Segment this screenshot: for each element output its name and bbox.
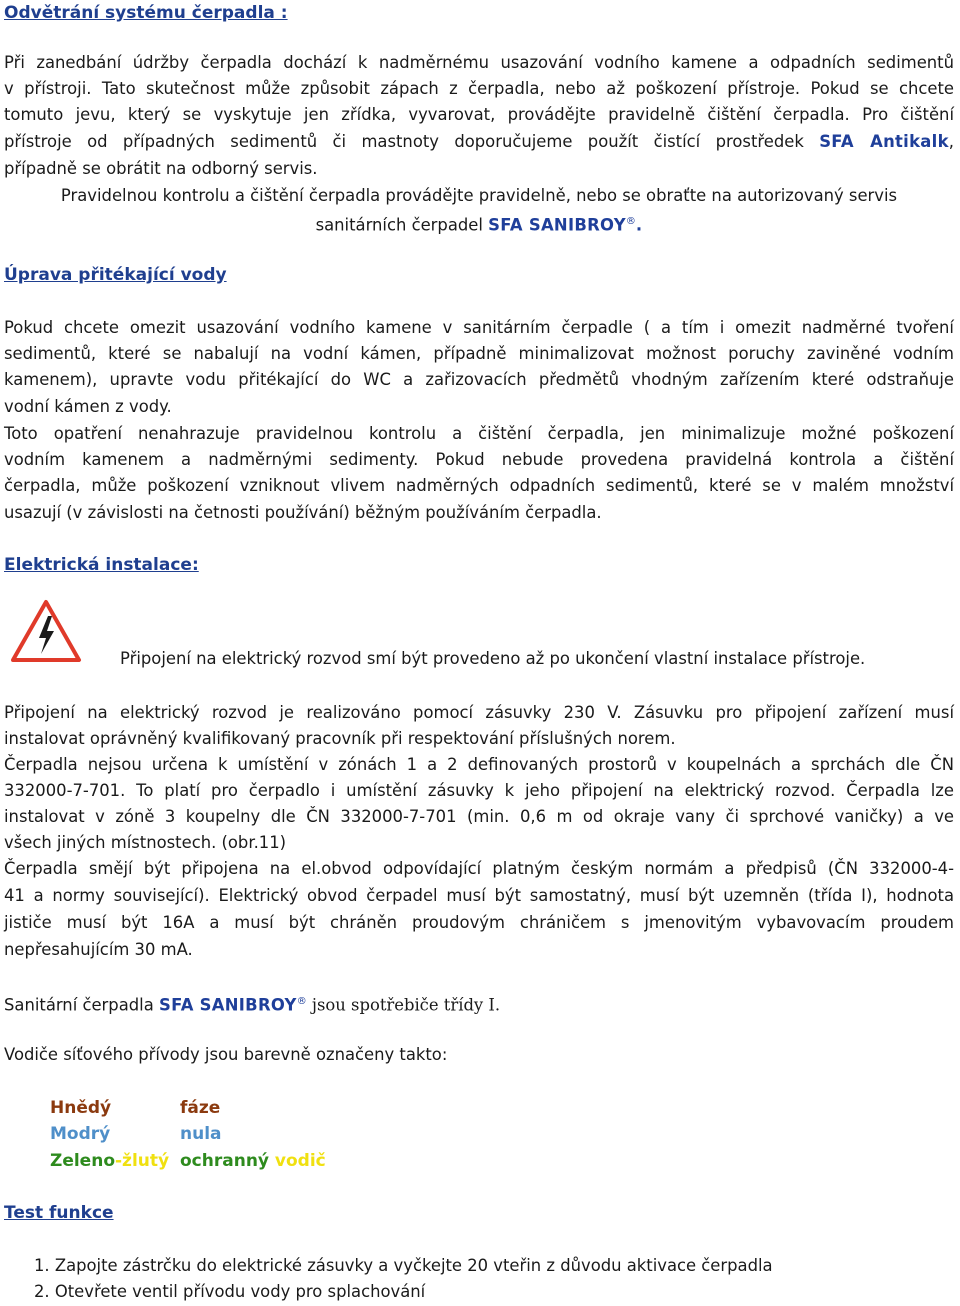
section-heading-water: Úprava přitékající vody xyxy=(4,265,227,285)
list-item: 1. Zapojte zástrčku do elektrické zásuvky a vyčkejte 20 vteřin z důvodu aktivace čerpadla xyxy=(34,1256,773,1275)
electric-hazard-icon xyxy=(10,598,82,664)
registered-mark: ® xyxy=(296,996,307,1007)
brand-sanibroy: SFA SANIBROY xyxy=(488,215,626,235)
section-heading-electrical: Elektrická instalace: xyxy=(4,555,199,575)
paragraph-line: tomuto jevu, který se vyskytuje jen zřídka, vyvarovat, provádějte pravidelně čištění čerpadla. Pro čištění xyxy=(4,105,954,124)
paragraph-line: vodní kámen z vody. xyxy=(4,397,172,416)
paragraph-line xyxy=(4,700,954,726)
paragraph-text: Sanitární čerpadla xyxy=(4,995,154,1015)
paragraph-line: Pokud chcete omezit usazování vodního kamene v sanitárním čerpadle ( a tím i omezit nadměrné tvoření xyxy=(4,318,954,337)
wire-name-part: Zeleno xyxy=(50,1151,115,1171)
wire-name-brown: Hnědý xyxy=(50,1098,112,1118)
paragraph-line: Pravidelnou kontrolu a čištění čerpadla provádějte pravidelně, nebo se obraťte na autorizovaný servis xyxy=(60,186,898,205)
paragraph-line xyxy=(4,989,954,1018)
paragraph-line: jističe musí být 16A a musí být chráněn proudovým chráničem s jmenovitým vybavovacím proudem xyxy=(4,913,954,932)
warning-text: Připojení na elektrický rozvod smí být provedeno až po ukončení vlastní instalace přístroje. xyxy=(120,649,866,668)
brand-antikalk: SFA Antikalk xyxy=(819,132,949,151)
punctuation: , xyxy=(948,132,954,151)
section-heading-venting: Odvětrání systému čerpadla : xyxy=(4,3,288,23)
list-item: 2. Otevřete ventil přívodu vody pro splachování xyxy=(34,1282,426,1301)
paragraph-text: Připojení na elektrický rozvod je realizováno pomocí zásuvky 230 V. Zásuvku pro připojení zařízení musí xyxy=(4,703,954,722)
paragraph-line: čerpadla, může poškození vzniknout vlivem nadměrných odpadních sedimentů, které se v malém množství xyxy=(4,476,954,495)
paragraph-text: jsou spotřebiče třídy I. xyxy=(306,995,501,1015)
wire-role-phase: fáze xyxy=(180,1098,221,1118)
paragraph-line: 332000-7-701. To platí pro čerpadlo i umístění zásuvky k jeho připojení na elektrický rozvod. Čerpadla lze xyxy=(4,781,954,800)
wire-role-part: vodič xyxy=(274,1151,326,1171)
paragraph-line: nepřesahujícím 30 mA. xyxy=(4,940,193,959)
wire-name-part: -žlutý xyxy=(115,1151,170,1171)
section-heading-test: Test funkce xyxy=(4,1203,114,1223)
paragraph-text: sanitárních čerpadel xyxy=(315,215,483,235)
paragraph-line: případně se obrátit na odborný servis. xyxy=(4,159,318,178)
paragraph-line: instalovat oprávněný kvalifikovaný pracovník při respektování příslušných norem. xyxy=(4,729,676,748)
paragraph-line: v přístroji. Tato skutečnost může způsobit zápach z čerpadla, nebo až poškození přístroje. Pokud se chcete xyxy=(4,79,954,98)
paragraph-line: instalovat v zóně 3 koupelny dle ČN 332000-7-701 (min. 0,6 m od okraje vany či sprchové vaničky) a ve xyxy=(4,807,954,826)
wire-role-neutral: nula xyxy=(180,1124,222,1144)
wire-role-part: ochranný xyxy=(180,1151,275,1171)
paragraph-line: Toto opatření nenahrazuje pravidelnou kontrolu a čištění čerpadla, jen minimalizuje možné poškození xyxy=(4,424,954,443)
paragraph-line: Čerpadla nejsou určena k umístění v zónách 1 a 2 definovaných prostorů v koupelnách a sprchách dle ČN xyxy=(4,755,954,774)
paragraph-line: sedimentů, které se nabalují na vodní kámen, případně minimalizovat možnost poruchy zaviněné vodním xyxy=(4,344,954,363)
paragraph-line: všech jiných místnostech. (obr.11) xyxy=(4,833,287,852)
paragraph-line: vodním kamenem a nadměrnými sedimenty. Pokud nebude provedena pravidelná kontrola a čištění xyxy=(4,450,954,469)
wire-role-protective xyxy=(180,1148,400,1174)
brand-sanibroy: SFA SANIBROY xyxy=(158,995,297,1015)
paragraph-line: usazují (v závislosti na četnosti používání) běžným používáním čerpadla. xyxy=(4,503,602,522)
paragraph-line xyxy=(4,129,954,155)
wire-name-green-yellow xyxy=(50,1148,180,1174)
paragraph-line: 41 a normy související). Elektrický obvod čerpadel musí být samostatný, musí být uzemněn (třída I), hodnota xyxy=(4,886,954,905)
paragraph-line: kamenem), upravte vodu přitékající do WC a zařizovacích předmětů vhodným zařízením které odstraňuje xyxy=(4,370,954,389)
paragraph-line xyxy=(4,209,954,238)
paragraph-line: Čerpadla smějí být připojena na el.obvod odpovídající platným českým normám a předpisů (ČN 332000-4- xyxy=(4,859,954,878)
paragraph-line: Při zanedbání údržby čerpadla dochází k nadměrnému usazování vodního kamene a odpadních sedimentů xyxy=(4,53,954,72)
wire-name-blue: Modrý xyxy=(50,1124,111,1144)
paragraph-text: přístroje od případných sedimentů či mastnoty doporučujeme použít čistící prostředek xyxy=(4,132,804,151)
punctuation: . xyxy=(635,215,643,235)
paragraph-line: Vodiče síťového přívody jsou barevně označeny takto: xyxy=(4,1045,448,1064)
registered-mark: ® xyxy=(625,216,636,227)
